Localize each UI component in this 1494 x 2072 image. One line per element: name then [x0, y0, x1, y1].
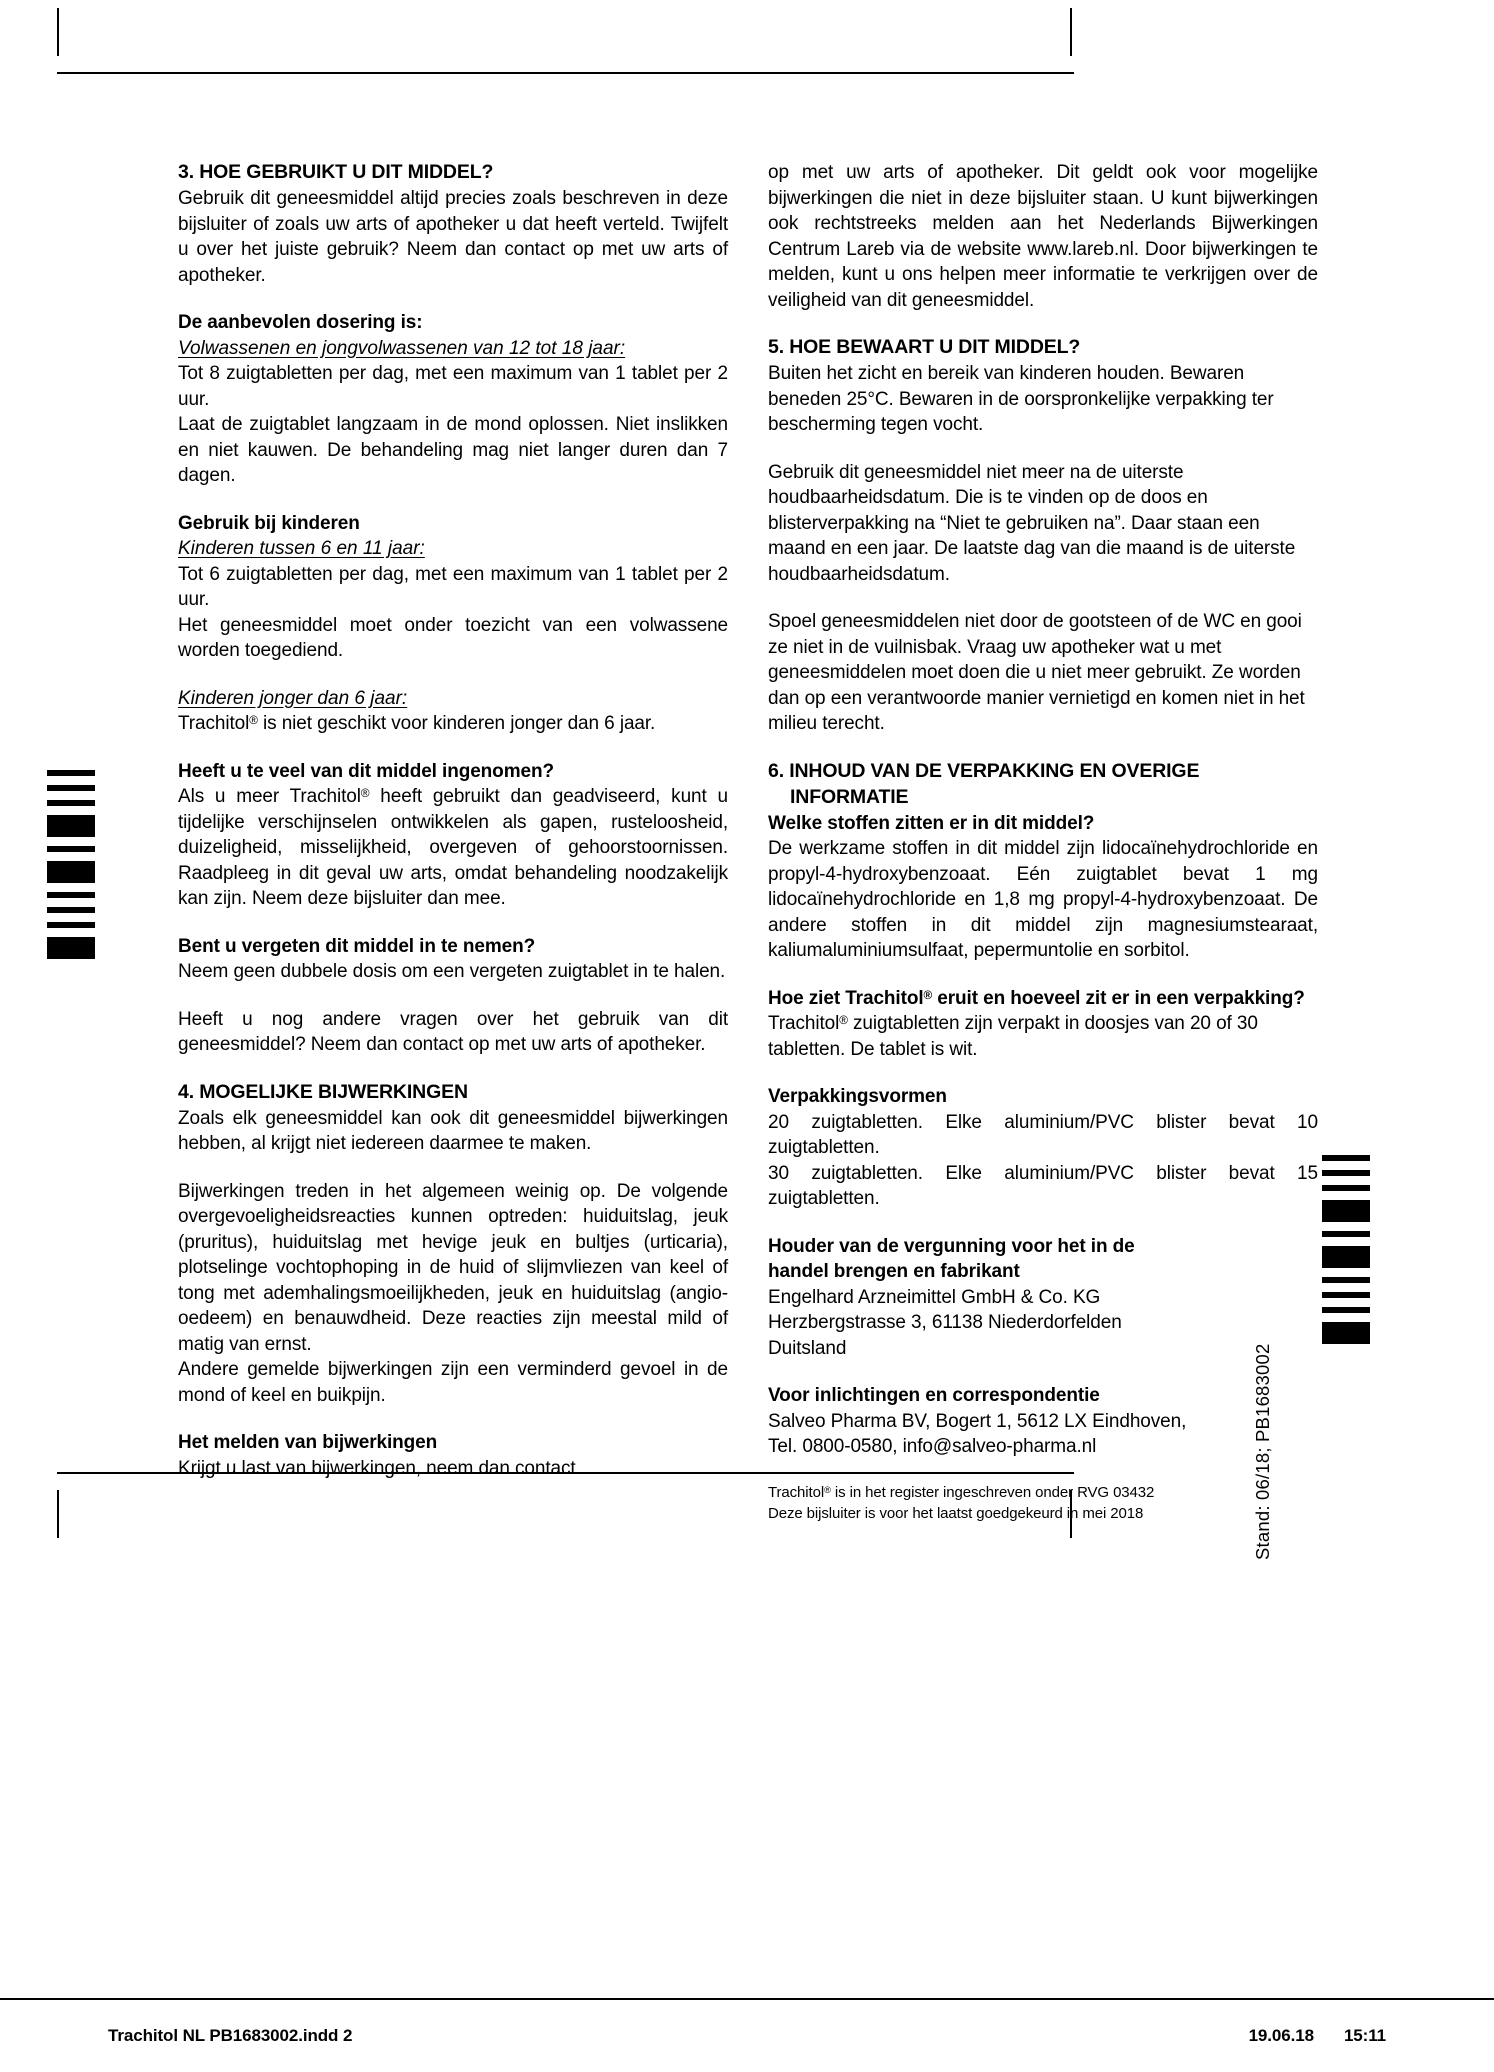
- contact-heading: Voor inlichtingen en correspondentie: [768, 1385, 1100, 1406]
- production-footer: [0, 1998, 1494, 2072]
- children-under6-body: [178, 711, 728, 737]
- appearance-body-pre: Trachitol: [768, 1013, 840, 1034]
- side-effects-body-2: Andere gemelde bijwerkingen zijn een verminderd gevoel in de mond of keel en buikpijn.: [178, 1359, 728, 1406]
- pack-sizes-body-1: 20 zuigtabletten. Elke aluminium/PVC blister bevat 10 zuigtabletten.: [768, 1111, 1318, 1158]
- registration-bar: [1322, 1292, 1370, 1298]
- section-4-continued-body: op met uw arts of apotheker. Dit geldt ook voor mogelijke bijwerkingen die niet in deze bijsluiter staan. U kunt bijwerkingen ook rechtstreeks melden aan het Nederlands Bijwerkingen Centrum Lareb via de website www.lareb.nl. Door bijwerkingen te melden, kunt u ons helpen meer informatie te verkrijgen over de veiligheid van dit geneesmiddel.: [768, 162, 1318, 311]
- children-6-11-dose-body: Tot 6 zuigtabletten per dag, met een maximum van 1 tablet per 2 uur.: [178, 563, 728, 610]
- production-timestamp: [1249, 2026, 1386, 2046]
- registration-bar: [1322, 1277, 1370, 1283]
- children-under6-body-text: is niet geschikt voor kinderen jonger dan 6 jaar.: [257, 713, 656, 734]
- registration-bars-right: [1322, 1155, 1370, 1344]
- production-filename: Trachitol NL PB1683002.indd 2: [108, 2026, 353, 2045]
- children-6-11-supervision-body: Het geneesmiddel moet onder toezicht van een volwassene worden toegediend.: [178, 614, 728, 661]
- section-4-heading: 4. MOGELIJKE BIJWERKINGEN: [178, 1080, 468, 1103]
- registered-trademark-icon: ®: [360, 787, 370, 801]
- registration-bar: [47, 785, 95, 791]
- pack-sizes-heading: Verpakkingsvormen: [768, 1086, 947, 1107]
- right-column: [768, 160, 1318, 1524]
- pack-sizes-body-2: 30 zuigtabletten. Elke aluminium/PVC blister bevat 15 zuigtabletten.: [768, 1162, 1318, 1209]
- registration-bar: [47, 846, 95, 852]
- section-6-heading-line2: INFORMATIE: [790, 785, 909, 808]
- crop-mark-top-right: [1070, 8, 1072, 56]
- contact-phone-email: Tel. 0800-0580, info@salveo-pharma.nl: [768, 1436, 1097, 1457]
- brand-name: Trachitol: [178, 713, 250, 734]
- production-time: 15:11: [1343, 2026, 1386, 2045]
- registration-bar: [47, 937, 95, 959]
- crop-rule-top: [57, 72, 1074, 74]
- appearance-heading: [768, 986, 1318, 1012]
- registration-bar: [1322, 1231, 1370, 1237]
- registration-bar: [47, 861, 95, 883]
- overdose-body-pre: Als u meer Trachitol: [178, 786, 361, 807]
- ingredients-heading: Welke stoffen zitten er in dit middel?: [768, 812, 1095, 834]
- section-4-intro: Zoals elk geneesmiddel kan ook dit geneesmiddel bijwerkingen hebben, al krijgt niet iedereen daarmee te maken.: [178, 1107, 728, 1154]
- marketing-holder-heading-line1: Houder van de vergunning voor het in de: [768, 1235, 1135, 1257]
- appearance-body-post: zuigtabletten zijn verpakt in doosjes van 20 of 30 tabletten. De tablet is wit.: [768, 1013, 1258, 1060]
- fineprint-brand: Trachitol: [768, 1483, 825, 1501]
- registration-bar: [47, 800, 95, 806]
- missed-dose-heading: Bent u vergeten dit middel in te nemen?: [178, 935, 536, 957]
- children-under6-subheading: Kinderen jonger dan 6 jaar:: [178, 687, 408, 709]
- registration-bar: [1322, 1185, 1370, 1191]
- appearance-heading-pre: Hoe ziet Trachitol: [768, 987, 924, 1009]
- storage-body-1: Buiten het zicht en bereik van kinderen houden. Bewaren beneden 25°C. Bewaren in de oorspronkelijke verpakking ter bescherming tegen vocht.: [768, 363, 1274, 435]
- section-5-heading: 5. HOE BEWAART U DIT MIDDEL?: [768, 336, 1081, 358]
- crop-mark-bottom-left: [57, 1490, 59, 1538]
- adults-usage-body: Laat de zuigtablet langzaam in de mond oplossen. Niet inslikken en niet kauwen. De behandeling mag niet langer duren dan 7 dagen.: [178, 414, 728, 486]
- section-3-heading: 3. HOE GEBRUIKT U DIT MIDDEL?: [178, 161, 494, 183]
- registered-trademark-icon: ®: [923, 988, 933, 1002]
- overdose-body: [178, 784, 728, 912]
- side-effects-body: Bijwerkingen treden in het algemeen weinig op. De volgende overgevoeligheidsreacties kunnen optreden: huiduitslag, jeuk (pruritus), huiduitslag met hevige jeuk en bultjes (urticaria), plotselinge vochtophoping in de huid of slijmvliezen van keel of tong met ademhalingsmoeilijkheden, jeuk en huiduitslag (angio-oedeem) en benauwdheid. Deze reacties zijn meestal mild of matig van ernst.: [178, 1180, 728, 1355]
- two-column-body: [178, 160, 1318, 1524]
- marketing-holder-address: Herzbergstrasse 3, 61138 Niederdorfelden: [768, 1312, 1122, 1333]
- adults-subheading: Volwassenen en jongvolwassenen van 12 tot 18 jaar:: [178, 337, 626, 359]
- dosing-heading: De aanbevolen dosering is:: [178, 312, 423, 333]
- appearance-heading-post: eruit en hoeveel zit er in een verpakking?: [932, 987, 1305, 1009]
- further-questions-body: Heeft u nog andere vragen over het gebruik van dit geneesmiddel? Neem dan contact op met uw arts of apotheker.: [178, 1008, 728, 1055]
- registration-bar: [1322, 1246, 1370, 1268]
- side-production-code: Stand: 06/18; PB1683002: [1252, 1343, 1273, 1560]
- registration-bar: [47, 815, 95, 837]
- approval-date-note: Deze bijsluiter is voor het laatst goedgekeurd in mei 2018: [768, 1504, 1144, 1522]
- registration-bar: [1322, 1307, 1370, 1313]
- marketing-holder-heading-line2: handel brengen en fabrikant: [768, 1261, 1020, 1282]
- children-heading: Gebruik bij kinderen: [178, 512, 360, 534]
- registered-trademark-icon: ®: [824, 1484, 831, 1495]
- registration-bar: [47, 907, 95, 913]
- registration-bars-left: [47, 770, 95, 959]
- section-6-heading-line1: 6. INHOUD VAN DE VERPAKKING EN OVERIGE: [768, 759, 1200, 782]
- disposal-body: Spoel geneesmiddelen niet door de gootsteen of de WC en gooi ze niet in de vuilnisbak. Vraag uw apotheker wat u met geneesmiddelen moet doen die u niet meer gebruikt. Ze worden dan op een verantwoorde manier vernietigd en komen niet in het milieu terecht.: [768, 611, 1305, 734]
- registration-bar: [47, 770, 95, 776]
- registration-bar: [47, 892, 95, 898]
- registration-bar: [1322, 1322, 1370, 1344]
- registration-bar: [1322, 1155, 1370, 1161]
- appearance-body: [768, 1011, 1318, 1062]
- registered-trademark-icon: ®: [249, 714, 258, 728]
- overdose-heading: Heeft u te veel van dit middel ingenomen?: [178, 760, 554, 782]
- reporting-body: Krijgt u last van bijwerkingen, neem dan contact: [178, 1457, 576, 1479]
- marketing-holder-country: Duitsland: [768, 1337, 847, 1359]
- overdose-body-post: heeft gebruikt dan geadviseerd, kunt u tijdelijke verschijnselen ontwikkelen als gapen, rusteloosheid, duizeligheid, misselijkheid, overgeven of gehoorstoornissen. Raadpleeg in dit geval uw arts, omdat behandeling noodzakelijk kan zijn. Neem deze bijsluiter dan mee.: [178, 786, 728, 909]
- contact-address: Salveo Pharma BV, Bogert 1, 5612 LX Eindhoven,: [768, 1410, 1187, 1432]
- storage-body-2: Gebruik dit geneesmiddel niet meer na de uiterste houdbaarheidsdatum. Die is te vinden op de doos en blisterverpakking na “Niet te gebruiken na”. Daar staan een maand en een jaar. De laatste dag van die maand is de uiterste houdbaarheidsdatum.: [768, 461, 1296, 585]
- adults-dose-body: Tot 8 zuigtabletten per dag, met een maximum van 1 tablet per 2 uur.: [178, 363, 728, 410]
- children-6-11-subheading: Kinderen tussen 6 en 11 jaar:: [178, 538, 425, 559]
- section-3-intro: Gebruik dit geneesmiddel altijd precies zoals beschreven in deze bijsluiter of zoals uw arts of apotheker u dat heeft verteld. Twijfelt u over het juiste gebruik? Neem dan contact op met uw arts of apotheker.: [178, 188, 728, 286]
- left-column: [178, 160, 728, 1524]
- registration-number-note: [768, 1482, 1318, 1503]
- fineprint-registration-text: is in het register ingeschreven onder RVG 03432: [830, 1483, 1155, 1501]
- registered-trademark-icon: ®: [839, 1014, 848, 1028]
- missed-dose-body: Neem geen dubbele dosis om een vergeten zuigtablet in te halen.: [178, 961, 726, 982]
- production-date: 19.06.18: [1248, 2026, 1314, 2045]
- marketing-holder-name: Engelhard Arzneimittel GmbH & Co. KG: [768, 1286, 1101, 1308]
- reporting-heading: Het melden van bijwerkingen: [178, 1432, 438, 1453]
- ingredients-body: De werkzame stoffen in dit middel zijn lidocaïnehydrochloride en propyl-4-hydroxybenzoaat. Eén zuigtablet bevat 1 mg lidocaïnehydrochloride en 1,8 mg propyl-4-hydroxybenzoaat. De andere stoffen in dit middel zijn magnesiumstearaat, kaliumaluminiumsulfaat, pepermuntolie en sorbitol.: [768, 838, 1318, 961]
- registration-bar: [47, 922, 95, 928]
- crop-mark-top-left: [57, 8, 59, 56]
- registration-bar: [1322, 1170, 1370, 1176]
- registration-bar: [1322, 1200, 1370, 1222]
